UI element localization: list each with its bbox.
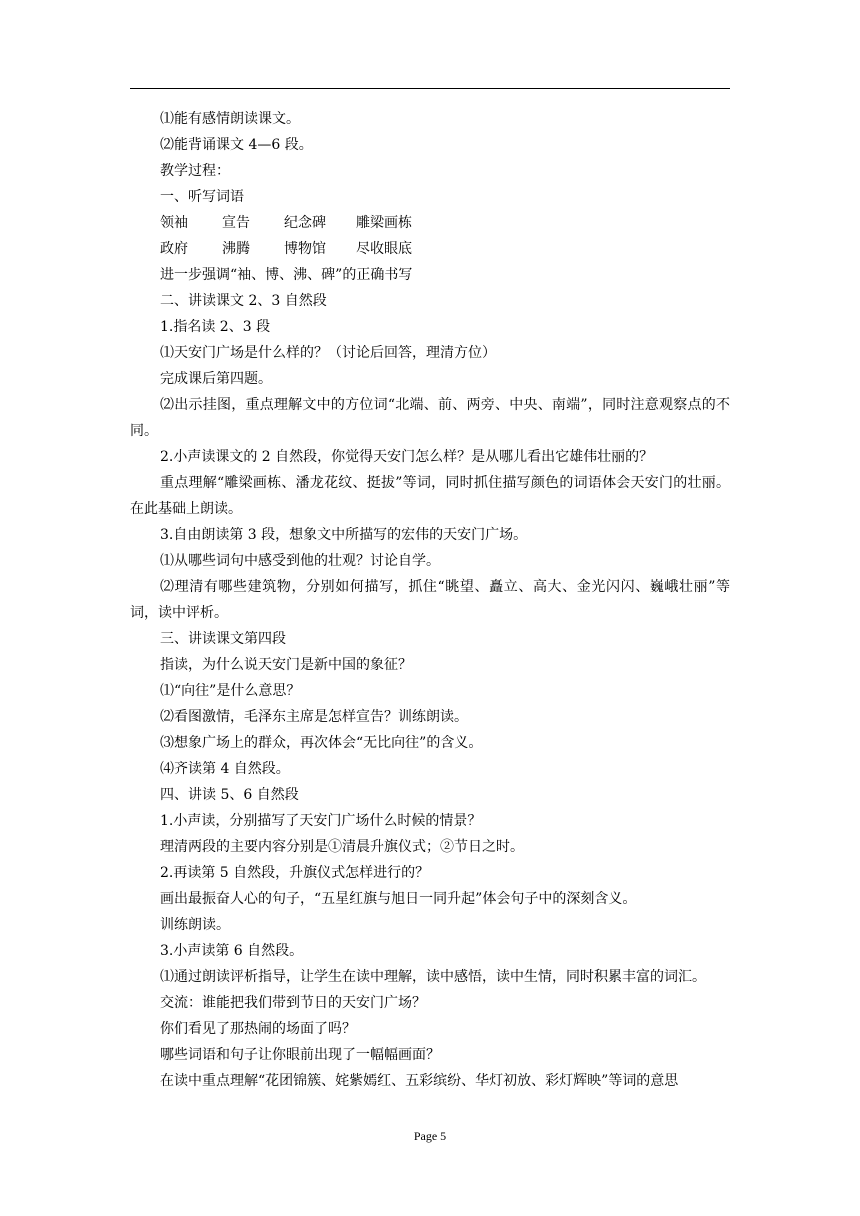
paragraph: 3.自由朗读第 3 段，想象文中所描写的宏伟的天安门广场。 [160,527,528,543]
paragraph: 理清两段的主要内容分别是①清晨升旗仪式；②节日之时。 [160,839,524,855]
paragraph: ⑵理清有哪些建筑物，分别如何描写，抓住“眺望、矗立、高大、金光闪闪、巍峨壮丽”等词，读中评析。 [130,579,730,621]
paragraph: 交流：谁能把我们带到节日的天安门广场？ [160,995,426,1011]
paragraph: 你们看见了那热闹的场面了吗？ [160,1021,356,1037]
section-heading: 四、讲读 5、6 自然段 [160,787,299,803]
word: 雕梁画栋 [356,215,412,231]
word: 尽收眼底 [356,241,412,257]
section-heading: 二、讲读课文 2、3 自然段 [160,293,327,309]
word: 纪念碑 [284,215,326,231]
paragraph: 训练朗读。 [160,917,230,933]
word: 沸腾 [222,241,250,257]
paragraph: 完成课后第四题。 [160,371,272,387]
paragraph: ⑷齐读第 4 自然段。 [160,761,290,777]
section-heading: 三、讲读课文第四段 [160,631,286,647]
text-line: ⑴能有感情朗读课文。 [160,111,300,127]
paragraph: 1.指名读 2、3 段 [160,319,271,335]
text-line: ⑵能背诵课文 4—6 段。 [160,137,313,153]
paragraph: 重点理解“雕梁画栋、潘龙花纹、挺拔”等词，同时抓住描写颜色的词语体会天安门的壮丽。在此基础上朗读。 [130,475,730,517]
word: 宣告 [222,215,250,231]
page-content [130,106,730,1094]
paragraph: ⑵看图激情，毛泽东主席是怎样宣告？训练朗读。 [160,709,468,725]
paragraph: 指读，为什么说天安门是新中国的象征？ [160,657,412,673]
paragraph: ⑴从哪些词句中感受到他的壮观？讨论自学。 [160,553,440,569]
paragraph: 在读中重点理解“花团锦簇、姹紫嫣红、五彩缤纷、华灯初放、彩灯辉映”等词的意思 [160,1073,679,1089]
paragraph: ⑴“向往”是什么意思？ [160,683,301,699]
paragraph: 哪些词语和句子让你眼前出现了一幅幅画面？ [160,1047,440,1063]
paragraph: ⑶想象广场上的群众，再次体会“无比向往”的含义。 [160,735,483,751]
paragraph: 2.小声读课文的 2 自然段，你觉得天安门怎么样？是从哪儿看出它雄伟壮丽的？ [160,449,654,465]
word: 领袖 [160,215,188,231]
word-row [130,236,730,262]
word-row [130,210,730,236]
header-rule [130,88,730,89]
paragraph: ⑴通过朗读评析指导，让学生在读中理解，读中感悟，读中生情，同时积累丰富的词汇。 [160,969,706,985]
paragraph: 3.小声读第 6 自然段。 [160,943,304,959]
paragraph: ⑴天安门广场是什么样的？（讨论后回答，理清方位） [160,345,496,361]
word: 政府 [160,241,188,257]
paragraph: 2.再读第 5 自然段，升旗仪式怎样进行的？ [160,865,430,881]
paragraph: ⑵出示挂图，重点理解文中的方位词“北端、前、两旁、中央、南端”，同时注意观察点的不同。 [130,397,730,439]
paragraph: 进一步强调“袖、博、沸、碑”的正确书写 [160,267,413,283]
page-number: Page 5 [413,1129,447,1143]
paragraph: 画出最振奋人心的句子，“五星红旗与旭日一同升起”体会句子中的深刻含义。 [160,891,637,907]
text-line: 一、听写词语 [160,189,244,205]
text-line: 教学过程： [160,163,230,179]
paragraph: 1.小声读，分别描写了天安门广场什么时候的情景？ [160,813,482,829]
word: 博物馆 [284,241,326,257]
